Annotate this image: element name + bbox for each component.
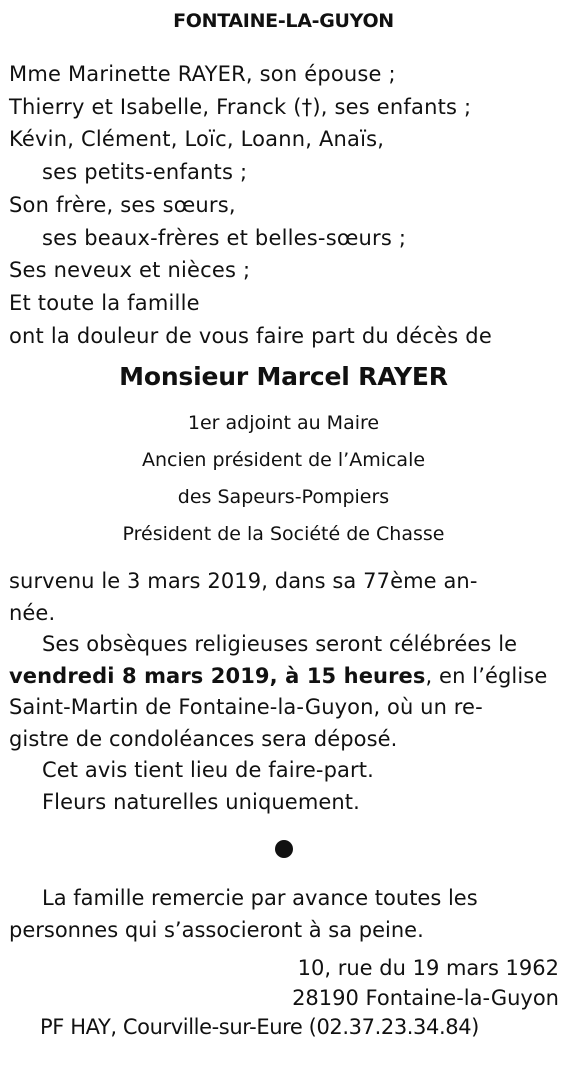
funeral-line: gistre de condoléances sera déposé. [9, 726, 398, 751]
title-line: Président de la Société de Chasse [122, 523, 445, 545]
address-block [292, 953, 559, 1013]
details-text [9, 566, 559, 818]
deceased-name: Monsieur Marcel RAYER [119, 362, 448, 391]
family-line: Son frère, ses sœurs, [9, 192, 236, 217]
family-line: ses beaux-frères et belles-sœurs ; [42, 225, 407, 250]
funeral-line: Saint-Martin de Fontaine-la-Guyon, où un re- [9, 695, 483, 719]
thanks-line: personnes qui s’associeront à sa peine. [9, 918, 424, 942]
deceased-titles [0, 405, 567, 553]
family-line: Mme Marinette RAYER, son épouse ; [9, 62, 396, 86]
family-line: Et toute la famille [9, 290, 200, 315]
town-heading: FONTAINE-LA-GUYON [173, 10, 394, 32]
title-line: 1er adjoint au Maire [187, 412, 380, 434]
death-line: survenu le 3 mars 2019, dans sa 77ème an- [9, 569, 478, 593]
funeral-home: PF HAY, Courville-sur-Eure (02.37.23.34.84) [40, 1015, 479, 1039]
address-street: 10, rue du 19 mars 1962 [297, 956, 559, 980]
announcement-line: ont la douleur de vous faire part du décès de [9, 323, 492, 348]
thanks-line: La famille remercie par avance toutes les [42, 886, 478, 910]
family-line: Ses neveux et nièces ; [9, 258, 251, 283]
flowers-line: Fleurs naturelles uniquement. [42, 789, 360, 814]
death-line: née. [9, 600, 56, 625]
funeral-date: vendredi 8 mars 2019, à 15 heures [9, 663, 426, 688]
notice-line: Cet avis tient lieu de faire-part. [42, 758, 374, 782]
family-line: ses petits-enfants ; [42, 160, 248, 185]
family-line: Thierry et Isabelle, Franck (†), ses enfants ; [9, 94, 472, 119]
address-city: 28190 Fontaine-la-Guyon [292, 986, 559, 1010]
funeral-line [9, 661, 559, 693]
family-list [9, 58, 559, 352]
bullet-separator [275, 840, 293, 858]
title-line: des Sapeurs-Pompiers [177, 486, 390, 508]
funeral-line: Ses obsèques religieuses seront célébrées le [42, 632, 518, 656]
thanks-text [9, 882, 559, 946]
funeral-place: , en l’église [425, 663, 548, 688]
family-line: Kévin, Clément, Loïc, Loann, Anaïs, [9, 127, 385, 152]
title-line: Ancien président de l’Amicale [141, 449, 426, 471]
